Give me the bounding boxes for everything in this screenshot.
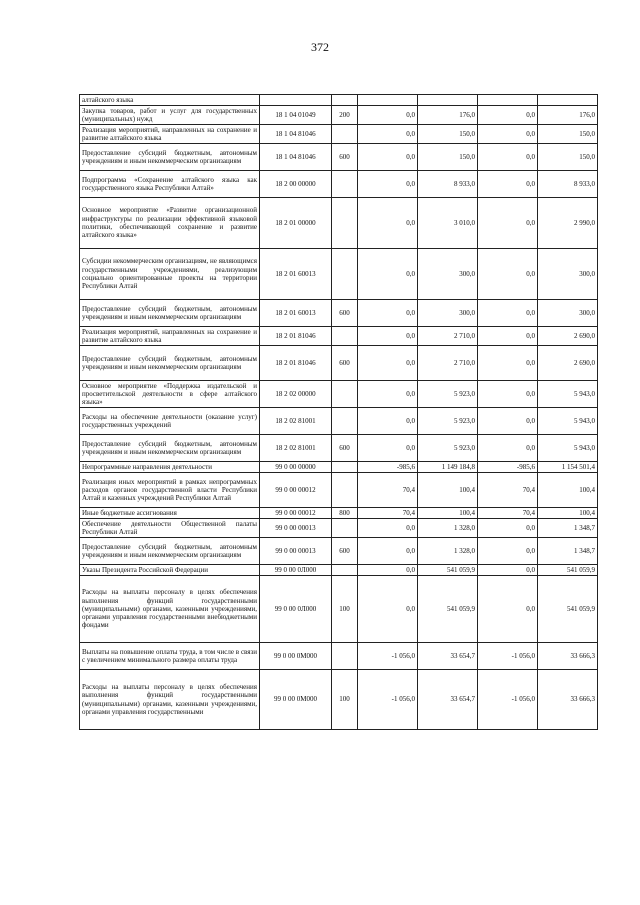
row-amount-total-1: 150,0	[418, 144, 478, 171]
row-amount-total-2: 150,0	[538, 144, 598, 171]
row-expense-type	[332, 408, 358, 435]
row-amount-change-2: 0,0	[478, 565, 538, 576]
row-expense-type: 600	[332, 435, 358, 462]
budget-table	[79, 94, 598, 730]
row-amount-change-2: 0,0	[478, 144, 538, 171]
row-amount-total-2: 2 990,0	[538, 198, 598, 249]
row-name: Обеспечение деятельности Общественной палаты Республики Алтай	[80, 519, 260, 538]
row-expense-type	[332, 519, 358, 538]
row-amount-total-1: 300,0	[418, 249, 478, 300]
table-row	[80, 381, 598, 408]
table-row	[80, 508, 598, 519]
row-amount-change-1: 0,0	[358, 519, 418, 538]
row-amount-total-1: 1 328,0	[418, 519, 478, 538]
row-amount-total-1: 100,4	[418, 508, 478, 519]
row-amount-total-1: 5 923,0	[418, 435, 478, 462]
row-amount-total-2: 5 943,0	[538, 381, 598, 408]
row-expense-type	[332, 171, 358, 198]
row-expense-type	[332, 327, 358, 346]
row-amount-total-1: 100,4	[418, 473, 478, 508]
row-code: 99 0 00 00012	[260, 473, 332, 508]
row-code	[260, 95, 332, 106]
row-name: Выплаты на повышение оплаты труда, в том числе в связи с увеличением минимального размера оплаты труда	[80, 643, 260, 670]
row-amount-change-1: 70,4	[358, 508, 418, 519]
row-name: Расходы на выплаты персоналу в целях обеспечения выполнения функций государственными (муниципальными) органами, казенными учреждениями, органами управления государственными внебюджетными фондами	[80, 576, 260, 643]
row-amount-change-2: 0,0	[478, 327, 538, 346]
row-amount-change-1: 0,0	[358, 125, 418, 144]
row-amount-change-2: 0,0	[478, 381, 538, 408]
row-amount-total-1: 3 010,0	[418, 198, 478, 249]
row-code: 99 0 00 0М000	[260, 670, 332, 730]
table-row	[80, 198, 598, 249]
table-row	[80, 565, 598, 576]
row-amount-change-1: 0,0	[358, 198, 418, 249]
row-amount-change-2: 0,0	[478, 408, 538, 435]
row-amount-total-1: 541 059,9	[418, 565, 478, 576]
row-code: 99 0 00 00013	[260, 538, 332, 565]
row-amount-change-1: 0,0	[358, 171, 418, 198]
row-name: Расходы на выплаты персоналу в целях обеспечения выполнения функций государственными (муниципальными) органами, казенными учреждениями, органами управления государственными	[80, 670, 260, 730]
row-expense-type: 600	[332, 144, 358, 171]
row-amount-total-1: 2 710,0	[418, 327, 478, 346]
row-name: Субсидии некоммерческим организациям, не являющимся государственными учреждениями, реализующим социально ориентированные проекты на территории Республики Алтай	[80, 249, 260, 300]
row-name: Предоставление субсидий бюджетным, автономным учреждениям и иным некоммерческим организациям	[80, 144, 260, 171]
row-name: Предоставление субсидий бюджетным, автономным учреждениям и иным некоммерческим организациям	[80, 538, 260, 565]
row-expense-type: 600	[332, 300, 358, 327]
row-amount-change-2: -985,6	[478, 462, 538, 473]
row-amount-change-2: 0,0	[478, 198, 538, 249]
row-amount-change-2	[478, 95, 538, 106]
row-amount-total-1: 2 710,0	[418, 346, 478, 381]
row-name: Подпрограмма «Сохранение алтайского языка как государственного языка Республики Алтай»	[80, 171, 260, 198]
row-code: 18 2 00 00000	[260, 171, 332, 198]
row-name: Иные бюджетные ассигнования	[80, 508, 260, 519]
row-amount-change-1: 0,0	[358, 327, 418, 346]
row-expense-type	[332, 381, 358, 408]
row-amount-total-2: 541 059,9	[538, 565, 598, 576]
table-row	[80, 300, 598, 327]
row-amount-total-2: 2 690,0	[538, 346, 598, 381]
row-code: 18 2 01 60013	[260, 249, 332, 300]
row-amount-change-2: -1 056,0	[478, 643, 538, 670]
row-amount-change-1: 0,0	[358, 144, 418, 171]
table-row	[80, 144, 598, 171]
row-expense-type: 100	[332, 576, 358, 643]
row-code: 18 2 01 81046	[260, 346, 332, 381]
row-amount-change-1: 0,0	[358, 565, 418, 576]
row-amount-total-1: 1 328,0	[418, 538, 478, 565]
row-amount-total-2: 300,0	[538, 300, 598, 327]
row-amount-total-2: 150,0	[538, 125, 598, 144]
row-amount-change-2: 0,0	[478, 538, 538, 565]
row-amount-change-2: 0,0	[478, 249, 538, 300]
row-name: Основное мероприятие «Поддержка издательской и просветительской деятельности в сфере алтайского языка»	[80, 381, 260, 408]
row-code: 99 0 00 00000	[260, 462, 332, 473]
row-expense-type	[332, 462, 358, 473]
table-row	[80, 249, 598, 300]
page-number: 372	[311, 40, 329, 54]
row-amount-total-2: 100,4	[538, 508, 598, 519]
row-expense-type	[332, 125, 358, 144]
table-row	[80, 95, 598, 106]
row-amount-change-1: 0,0	[358, 346, 418, 381]
table-row	[80, 346, 598, 381]
table-row	[80, 670, 598, 730]
row-amount-change-2: 0,0	[478, 435, 538, 462]
row-amount-total-2: 33 666,3	[538, 643, 598, 670]
row-amount-total-2: 1 348,7	[538, 538, 598, 565]
table-row	[80, 576, 598, 643]
row-amount-change-2: -1 056,0	[478, 670, 538, 730]
row-amount-total-1: 33 654,7	[418, 643, 478, 670]
row-amount-total-2	[538, 95, 598, 106]
row-code: 99 0 00 00012	[260, 508, 332, 519]
row-code: 18 1 04 01049	[260, 106, 332, 125]
row-expense-type: 800	[332, 508, 358, 519]
row-expense-type	[332, 473, 358, 508]
row-name: Предоставление субсидий бюджетным, автономным учреждениям и иным некоммерческим организациям	[80, 346, 260, 381]
table-row	[80, 462, 598, 473]
row-code: 99 0 00 0Л000	[260, 565, 332, 576]
table-row	[80, 519, 598, 538]
row-amount-change-2: 70,4	[478, 508, 538, 519]
row-expense-type: 200	[332, 106, 358, 125]
row-code: 18 2 01 60013	[260, 300, 332, 327]
row-name: Предоставление субсидий бюджетным, автономным учреждениям и иным некоммерческим организациям	[80, 300, 260, 327]
row-amount-change-1: 0,0	[358, 576, 418, 643]
row-amount-change-2: 0,0	[478, 519, 538, 538]
row-code: 99 0 00 00013	[260, 519, 332, 538]
row-amount-total-2: 176,0	[538, 106, 598, 125]
row-amount-change-1: -1 056,0	[358, 670, 418, 730]
row-amount-total-1: 150,0	[418, 125, 478, 144]
row-code: 99 0 00 0Л000	[260, 576, 332, 643]
row-expense-type	[332, 643, 358, 670]
table-row	[80, 435, 598, 462]
row-amount-total-2: 300,0	[538, 249, 598, 300]
row-code: 18 1 04 81046	[260, 125, 332, 144]
row-amount-change-2: 0,0	[478, 346, 538, 381]
row-amount-change-1	[358, 95, 418, 106]
table-row	[80, 643, 598, 670]
table-row	[80, 106, 598, 125]
row-code: 18 1 04 81046	[260, 144, 332, 171]
row-amount-change-1: -985,6	[358, 462, 418, 473]
row-name: Указы Президента Российской Федерации	[80, 565, 260, 576]
row-amount-total-2: 100,4	[538, 473, 598, 508]
row-amount-total-2: 541 059,9	[538, 576, 598, 643]
row-name: Основное мероприятие «Развитие организационной инфраструктуры по реализации эффективной языковой политики, обеспечивающей сохранение и развитие алтайского языка»	[80, 198, 260, 249]
row-amount-total-1: 5 923,0	[418, 381, 478, 408]
table-row	[80, 171, 598, 198]
row-expense-type	[332, 249, 358, 300]
row-amount-change-1: 0,0	[358, 249, 418, 300]
row-amount-total-2: 2 690,0	[538, 327, 598, 346]
row-expense-type	[332, 565, 358, 576]
row-code: 99 0 00 0М000	[260, 643, 332, 670]
row-name: Расходы на обеспечение деятельности (оказание услуг) государственных учреждений	[80, 408, 260, 435]
row-name: алтайского языка	[80, 95, 260, 106]
row-amount-change-2: 0,0	[478, 300, 538, 327]
row-amount-total-2: 1 154 501,4	[538, 462, 598, 473]
row-name: Предоставление субсидий бюджетным, автономным учреждениям и иным некоммерческим организациям	[80, 435, 260, 462]
row-name: Реализация иных мероприятий в рамках непрограммных расходов органов государственной власти Республики Алтай и казенных учреждений Республики Алтай	[80, 473, 260, 508]
table-row	[80, 327, 598, 346]
row-amount-total-2: 8 933,0	[538, 171, 598, 198]
table-row	[80, 408, 598, 435]
row-expense-type: 600	[332, 346, 358, 381]
row-code: 18 2 02 81001	[260, 408, 332, 435]
row-code: 18 2 01 00000	[260, 198, 332, 249]
row-amount-total-1: 5 923,0	[418, 408, 478, 435]
table-row	[80, 125, 598, 144]
row-amount-change-1: 70,4	[358, 473, 418, 508]
row-code: 18 2 01 81046	[260, 327, 332, 346]
row-amount-total-1: 176,0	[418, 106, 478, 125]
row-name: Непрограммные направления деятельности	[80, 462, 260, 473]
row-amount-change-1: 0,0	[358, 538, 418, 565]
row-amount-total-2: 5 943,0	[538, 408, 598, 435]
row-amount-change-2: 0,0	[478, 171, 538, 198]
table-row	[80, 473, 598, 508]
row-amount-change-1: 0,0	[358, 106, 418, 125]
row-amount-change-2: 0,0	[478, 106, 538, 125]
row-amount-change-1: 0,0	[358, 408, 418, 435]
row-amount-total-1: 8 933,0	[418, 171, 478, 198]
row-amount-total-2: 33 666,3	[538, 670, 598, 730]
row-amount-total-1	[418, 95, 478, 106]
row-expense-type: 100	[332, 670, 358, 730]
row-amount-change-2: 0,0	[478, 125, 538, 144]
row-name: Закупка товаров, работ и услуг для государственных (муниципальных) нужд	[80, 106, 260, 125]
row-code: 18 2 02 00000	[260, 381, 332, 408]
row-expense-type	[332, 198, 358, 249]
row-amount-change-1: 0,0	[358, 435, 418, 462]
row-name: Реализация мероприятий, направленных на сохранение и развитие алтайского языка	[80, 125, 260, 144]
row-amount-total-1: 1 149 184,8	[418, 462, 478, 473]
row-expense-type: 600	[332, 538, 358, 565]
row-name: Реализация мероприятий, направленных на сохранение и развитие алтайского языка	[80, 327, 260, 346]
row-amount-total-2: 5 943,0	[538, 435, 598, 462]
row-amount-change-2: 70,4	[478, 473, 538, 508]
row-amount-total-1: 33 654,7	[418, 670, 478, 730]
row-amount-change-2: 0,0	[478, 576, 538, 643]
row-amount-total-1: 300,0	[418, 300, 478, 327]
table-row	[80, 538, 598, 565]
row-amount-change-1: 0,0	[358, 381, 418, 408]
row-amount-total-1: 541 059,9	[418, 576, 478, 643]
row-amount-total-2: 1 348,7	[538, 519, 598, 538]
row-amount-change-1: 0,0	[358, 300, 418, 327]
row-expense-type	[332, 95, 358, 106]
row-amount-change-1: -1 056,0	[358, 643, 418, 670]
row-code: 18 2 02 81001	[260, 435, 332, 462]
